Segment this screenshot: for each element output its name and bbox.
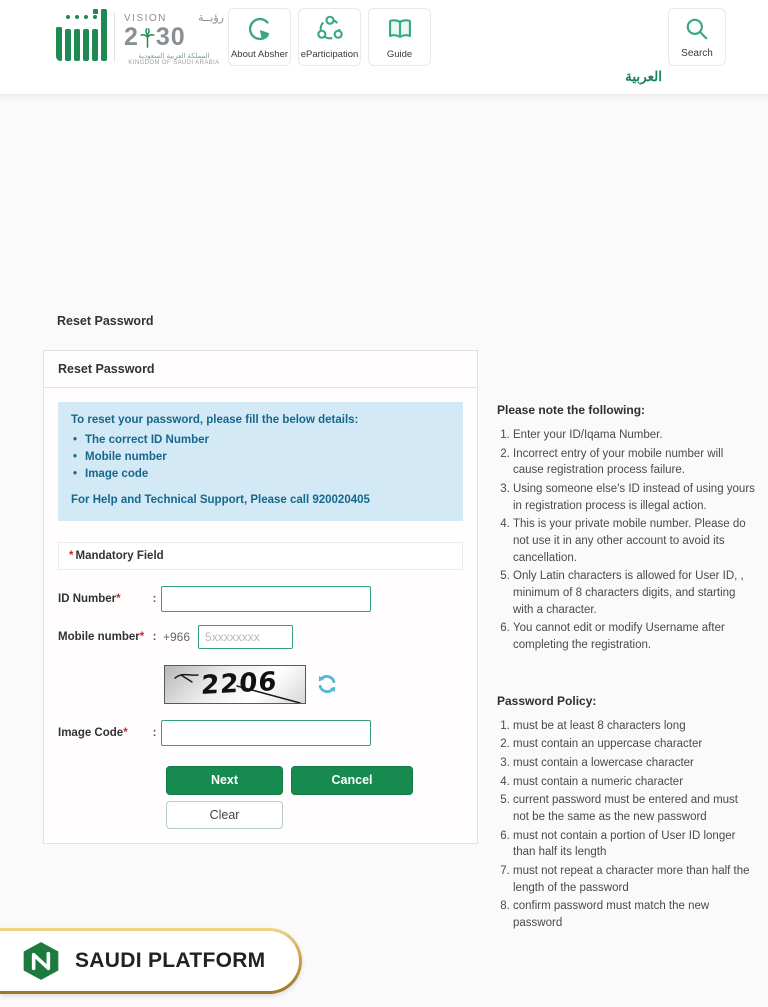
mandatory-label: Mandatory Field bbox=[75, 549, 164, 562]
eparticipation-button[interactable] bbox=[298, 8, 361, 66]
notes-title: Please note the following: bbox=[497, 403, 646, 417]
policy-item: 5. current password must be entered and must not be the same as the new password bbox=[513, 792, 757, 825]
image-code-label: Image Code* bbox=[58, 726, 128, 739]
mobile-prefix: +966 bbox=[163, 629, 191, 644]
policy-title: Password Policy: bbox=[497, 693, 597, 708]
info-bullet: • The correct ID Number bbox=[71, 432, 450, 449]
mobile-number-label: Mobile number* bbox=[58, 630, 145, 643]
refresh-captcha-button[interactable] bbox=[316, 673, 338, 695]
search-button[interactable] bbox=[668, 8, 726, 66]
main-content bbox=[0, 95, 768, 1007]
cancel-button[interactable]: Cancel bbox=[291, 766, 413, 795]
palm-emblem-icon bbox=[140, 28, 155, 48]
vision-word-ar: رؤيــة bbox=[197, 12, 224, 24]
note-item: 3. Using someone else's ID instead of using yours in registration process is illegal action. bbox=[513, 481, 757, 514]
note-item: 4. This is your private mobile number. Please do not use it in any other account to avoid its cancellation. bbox=[513, 516, 757, 566]
policy-item: 2. must contain an uppercase character bbox=[513, 736, 757, 753]
guide-label: Guide bbox=[386, 49, 413, 60]
about-absher-icon bbox=[246, 9, 274, 49]
eparticipation-icon bbox=[316, 9, 344, 49]
vision-2030-logo bbox=[124, 11, 224, 66]
panel-body bbox=[44, 388, 477, 843]
mandatory-field-note bbox=[58, 542, 463, 570]
page-title: Reset Password bbox=[57, 314, 154, 328]
required-asterisk: * bbox=[69, 549, 74, 562]
captcha-row bbox=[164, 665, 463, 704]
note-item: 5. Only Latin characters is allowed for User ID, , minimum of 8 characters digits, and starting with a character. bbox=[513, 568, 757, 618]
policy-item: 3. must contain a lowercase character bbox=[513, 755, 757, 772]
side-notes bbox=[497, 403, 757, 934]
policy-item: 1. must be at least 8 characters long bbox=[513, 718, 757, 735]
note-item: 1. Enter your ID/Iqama Number. bbox=[513, 427, 757, 444]
eparticipation-label: eParticipation bbox=[300, 49, 359, 60]
id-number-label: ID Number* bbox=[58, 592, 121, 605]
captcha-code: 2206 bbox=[200, 666, 279, 701]
next-button[interactable]: Next bbox=[166, 766, 283, 795]
search-label: Search bbox=[681, 48, 713, 59]
info-intro: To reset your password, please fill the below details: bbox=[71, 414, 359, 426]
reset-password-panel bbox=[43, 350, 478, 844]
vision-year-prefix: 2 bbox=[124, 23, 139, 51]
notes-list bbox=[513, 427, 757, 654]
saudi-platform-logo-icon bbox=[20, 940, 62, 982]
vision-year-suffix: 30 bbox=[155, 23, 186, 51]
policy-list bbox=[513, 718, 757, 932]
policy-item: 7. must not repeat a character more than half the length of the password bbox=[513, 863, 757, 896]
info-support: For Help and Technical Support, Please call 920020405 bbox=[71, 494, 370, 507]
vision-word-en: VISION bbox=[124, 13, 167, 24]
info-bullet: • Image code bbox=[71, 466, 450, 483]
colon: : bbox=[152, 592, 157, 605]
vision-country-ar: المملكة العربية السعودية bbox=[138, 53, 210, 60]
captcha-image bbox=[164, 665, 306, 704]
note-item: 6. You cannot edit or modify Username after completing the registration. bbox=[513, 620, 757, 653]
info-box bbox=[58, 402, 463, 521]
clear-button[interactable]: Clear bbox=[166, 801, 283, 829]
language-link[interactable]: العربية bbox=[625, 69, 662, 84]
policy-item: 8. confirm password must match the new password bbox=[513, 898, 757, 931]
info-bullet: • Mobile number bbox=[71, 449, 450, 466]
header-divider bbox=[114, 12, 115, 62]
guide-icon bbox=[386, 9, 414, 49]
refresh-icon bbox=[316, 673, 338, 695]
image-code-row bbox=[58, 720, 463, 746]
image-code-input[interactable] bbox=[161, 720, 371, 746]
policy-item: 4. must contain a numeric character bbox=[513, 774, 757, 791]
vision-country-en: KINGDOM OF SAUDI ARABIA bbox=[128, 60, 220, 66]
note-item: 2. Incorrect entry of your mobile number will cause registration process failure. bbox=[513, 446, 757, 479]
header-nav bbox=[228, 8, 431, 66]
button-area bbox=[166, 766, 463, 829]
required-asterisk: * bbox=[139, 630, 145, 643]
panel-title: Reset Password bbox=[44, 351, 477, 388]
password-policy-block bbox=[497, 694, 757, 932]
about-absher-label: About Absher bbox=[230, 49, 289, 60]
absher-logo[interactable] bbox=[56, 9, 106, 67]
header bbox=[0, 0, 768, 95]
info-bullet-list bbox=[71, 432, 450, 484]
mobile-number-row bbox=[58, 625, 463, 649]
id-number-row bbox=[58, 586, 463, 612]
required-asterisk: * bbox=[123, 726, 128, 739]
search-icon bbox=[684, 9, 710, 48]
mobile-number-input[interactable] bbox=[198, 625, 293, 649]
absher-logo-bars bbox=[56, 9, 107, 61]
vision-year bbox=[124, 25, 224, 50]
guide-button[interactable] bbox=[368, 8, 431, 66]
saudi-platform-badge bbox=[0, 928, 302, 994]
colon: : bbox=[152, 630, 157, 643]
id-number-input[interactable] bbox=[161, 586, 371, 612]
saudi-platform-label: SAUDI PLATFORM bbox=[75, 949, 266, 972]
policy-item: 6. must not contain a portion of User ID longer than half its length bbox=[513, 828, 757, 861]
colon: : bbox=[152, 726, 157, 739]
required-asterisk: * bbox=[116, 592, 121, 605]
saudi-platform-badge-inner bbox=[0, 931, 299, 991]
about-absher-button[interactable] bbox=[228, 8, 291, 66]
